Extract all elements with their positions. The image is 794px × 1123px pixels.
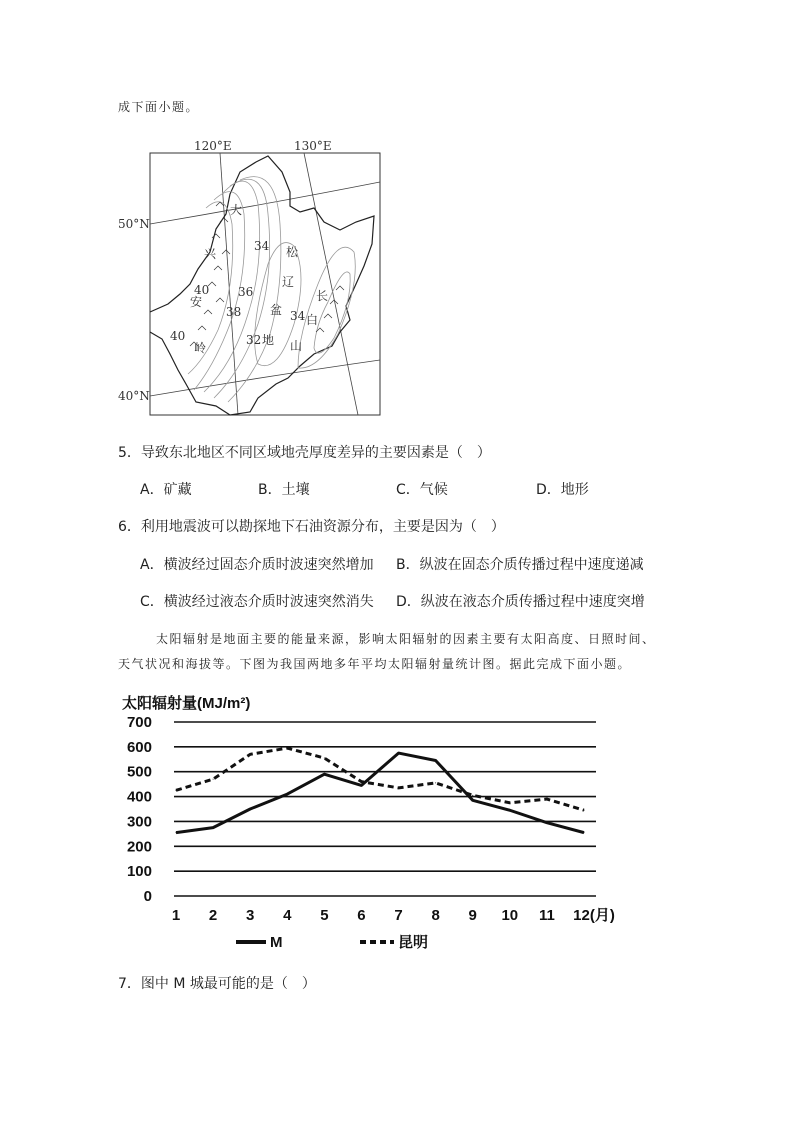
data-point <box>324 774 325 775</box>
solar-radiation-chart <box>118 690 638 960</box>
intro-tail-text: 成下面小题。 <box>118 100 200 114</box>
terrain-label: 长 <box>316 289 329 303</box>
data-point <box>546 799 547 800</box>
q6-option-d[interactable]: D．纵波在液态介质传播过程中速度突增 <box>396 594 645 610</box>
data-point <box>472 800 473 801</box>
data-point <box>324 758 325 759</box>
y-tick-label: 200 <box>126 838 152 856</box>
chart-title: 太阳辐射量(MJ/m²) <box>122 695 251 712</box>
contour-value: 34 <box>290 309 306 323</box>
data-point <box>398 787 399 788</box>
y-tick-label: 100 <box>126 863 152 881</box>
y-tick-label: 300 <box>126 813 152 831</box>
x-tick-label: 1 <box>171 907 181 924</box>
contour-value: 34 <box>254 239 270 253</box>
q5-option-d[interactable]: D．地形 <box>536 482 589 498</box>
chart-series <box>176 748 585 834</box>
x-tick-label: 8 <box>431 907 440 924</box>
chart-x-ticks <box>172 907 615 924</box>
lon-label-130e: 130°E <box>294 139 332 153</box>
data-point <box>509 802 510 803</box>
x-tick-label: 3 <box>246 907 255 924</box>
data-point <box>176 790 177 791</box>
y-tick-label: 700 <box>126 714 152 731</box>
data-point <box>584 810 585 811</box>
terrain-label: 盆 <box>270 303 283 317</box>
lat-label-40n: 40°N <box>118 389 150 403</box>
terrain-label: 地 <box>262 333 275 347</box>
q6-option-b[interactable]: B．纵波在固态介质传播过程中速度递减 <box>396 557 644 573</box>
q5-option-b[interactable]: B．土壤 <box>258 482 310 498</box>
data-point <box>584 832 585 833</box>
y-tick-label: 400 <box>126 788 152 806</box>
terrain-label: 白 <box>306 313 319 327</box>
data-point <box>287 794 288 795</box>
legend-m-label: M <box>270 934 283 951</box>
data-point <box>287 748 288 749</box>
terrain-label: 大 <box>230 203 243 217</box>
x-tick-label: 11 <box>538 907 555 924</box>
data-point <box>472 795 473 796</box>
data-point <box>546 822 547 823</box>
y-tick-label: 600 <box>126 738 152 756</box>
data-point <box>176 832 177 833</box>
q5-stem: 5．导致东北地区不同区域地壳厚度差异的主要因素是（ ） <box>118 445 491 461</box>
chart-legend <box>236 934 428 951</box>
lon-label-120e: 120°E <box>194 139 232 153</box>
data-point <box>435 760 436 761</box>
contour-value: 38 <box>226 305 242 319</box>
q6-stem: 6．利用地震波可以勘探地下石油资源分布，主要是因为（ ） <box>118 519 505 535</box>
q6-option-a[interactable]: A．横波经过固态介质时波速突然增加 <box>140 557 374 573</box>
lat-label-50n: 50°N <box>118 217 150 231</box>
x-tick-label: 5 <box>320 907 329 924</box>
data-point <box>398 753 399 754</box>
data-point <box>213 779 214 780</box>
data-point <box>213 827 214 828</box>
data-point <box>361 781 362 782</box>
terrain-label: 岭 <box>194 341 207 355</box>
terrain-label: 安 <box>190 295 203 309</box>
passage-line-1: 太阳辐射是地面主要的能量来源，影响太阳辐射的因素主要有太阳高度、日照时间、 <box>156 632 656 646</box>
data-point <box>250 754 251 755</box>
q7-stem: 7．图中 M 城最可能的是（ ） <box>118 976 316 992</box>
terrain-label: 兴 <box>204 247 217 261</box>
data-point <box>361 785 362 786</box>
x-tick-label: 6 <box>357 907 366 924</box>
q6-option-c[interactable]: C．横波经过液态介质时波速突然消失 <box>140 594 374 610</box>
y-tick-label: 500 <box>126 763 152 781</box>
chart-y-ticks <box>127 714 152 905</box>
y-tick-label: 0 <box>143 888 152 905</box>
x-tick-label: 10 <box>501 907 519 924</box>
chart-gridlines <box>174 722 596 896</box>
contour-value: 36 <box>238 285 254 299</box>
terrain-label: 辽 <box>282 275 295 289</box>
x-tick-label: 12(月) <box>573 907 615 924</box>
legend-kunming-label: 昆明 <box>398 934 429 951</box>
data-point <box>435 782 436 783</box>
x-tick-label: 4 <box>283 907 292 924</box>
northeast-china-map <box>118 134 388 419</box>
terrain-label: 山 <box>290 339 303 353</box>
passage-line-2: 天气状况和海拔等。下图为我国两地多年平均太阳辐射量统计图。据此完成下面小题。 <box>118 657 632 671</box>
contour-value: 40 <box>194 283 210 297</box>
data-point <box>509 810 510 811</box>
x-tick-label: 7 <box>394 907 403 924</box>
x-tick-label: 9 <box>468 907 477 924</box>
data-point <box>250 809 251 810</box>
terrain-label: 松 <box>286 245 299 259</box>
contour-value: 32 <box>246 333 262 347</box>
series-line-kunming <box>176 748 584 810</box>
x-tick-label: 2 <box>208 907 218 924</box>
q5-option-c[interactable]: C．气候 <box>396 482 448 498</box>
contour-value: 40 <box>170 329 186 343</box>
q5-option-a[interactable]: A．矿藏 <box>140 482 192 498</box>
